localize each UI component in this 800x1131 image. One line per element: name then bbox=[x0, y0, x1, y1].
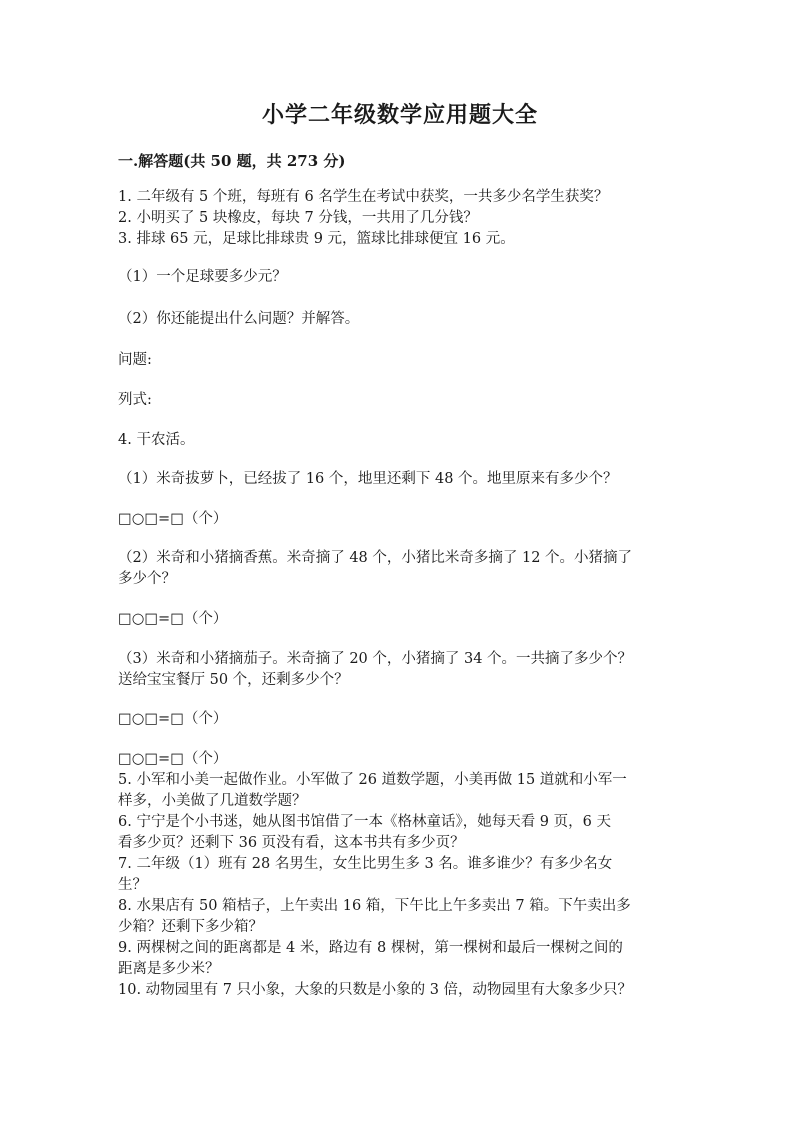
answer-blank: □○□=□（个） bbox=[118, 751, 228, 767]
question-line: （1）一个足球要多少元？ bbox=[118, 269, 287, 285]
question-line: 少箱？还剩下多少箱？ bbox=[118, 919, 263, 935]
page-title: 小学二年级数学应用题大全 bbox=[261, 102, 538, 128]
question-line: 多少个？ bbox=[118, 571, 176, 587]
question-line: 距离是多少米？ bbox=[118, 961, 220, 977]
question-line: 6. 宁宁是个小书迷，她从图书馆借了一本《格林童话》，她每天看 9 页，6 天 bbox=[118, 814, 611, 830]
question-line: 7. 二年级（1）班有 28 名男生，女生比男生多 3 名。谁多谁少？有多少名女 bbox=[118, 856, 613, 872]
question-line: （2）米奇和小猪摘香蕉。米奇摘了 48 个，小猪比米奇多摘了 12 个。小猪摘了 bbox=[118, 550, 633, 566]
question-line: 10. 动物园里有 7 只小象，大象的只数是小象的 3 倍，动物园里有大象多少只？ bbox=[118, 982, 633, 998]
answer-blank: □○□=□（个） bbox=[118, 511, 228, 527]
question-line: 3. 排球 65 元，足球比排球贵 9 元，篮球比排球便宜 16 元。 bbox=[118, 231, 515, 247]
answer-blank: □○□=□（个） bbox=[118, 711, 228, 727]
question-line: 4. 干农活。 bbox=[118, 432, 195, 448]
question-line: 2. 小明买了 5 块橡皮，每块 7 分钱，一共用了几分钱？ bbox=[118, 210, 478, 226]
question-line: 看多少页？还剩下 36 页没有看，这本书共有多少页？ bbox=[118, 835, 465, 851]
question-line: 1. 二年级有 5 个班，每班有 6 名学生在考试中获奖，一共多少名学生获奖？ bbox=[118, 189, 609, 205]
answer-blank: □○□=□（个） bbox=[118, 611, 228, 627]
question-line: 9. 两棵树之间的距离都是 4 米，路边有 8 棵树，第一棵树和最后一棵树之间的 bbox=[118, 940, 623, 956]
question-line: （2）你还能提出什么问题？并解答。 bbox=[118, 311, 360, 327]
question-line: 样多，小美做了几道数学题？ bbox=[118, 793, 307, 809]
question-line: 5. 小军和小美一起做作业。小军做了 26 道数学题，小美再做 15 道就和小军一 bbox=[118, 772, 627, 788]
question-line: （3）米奇和小猪摘茄子。米奇摘了 20 个，小猪摘了 34 个。一共摘了多少个？ bbox=[118, 651, 633, 667]
question-line: （1）米奇拔萝卜，已经拔了 16 个，地里还剩下 48 个。地里原来有多少个？ bbox=[118, 471, 618, 487]
question-line: 列式: bbox=[118, 392, 152, 408]
question-line: 生？ bbox=[118, 877, 147, 893]
section-heading: 一.解答题(共 50 题，共 273 分) bbox=[118, 152, 346, 170]
question-line: 送给宝宝餐厅 50 个，还剩多少个？ bbox=[118, 672, 349, 688]
question-line: 问题: bbox=[118, 352, 152, 368]
question-line: 8. 水果店有 50 箱桔子，上午卖出 16 箱，下午比上午多卖出 7 箱。下午卖出多 bbox=[118, 898, 631, 914]
